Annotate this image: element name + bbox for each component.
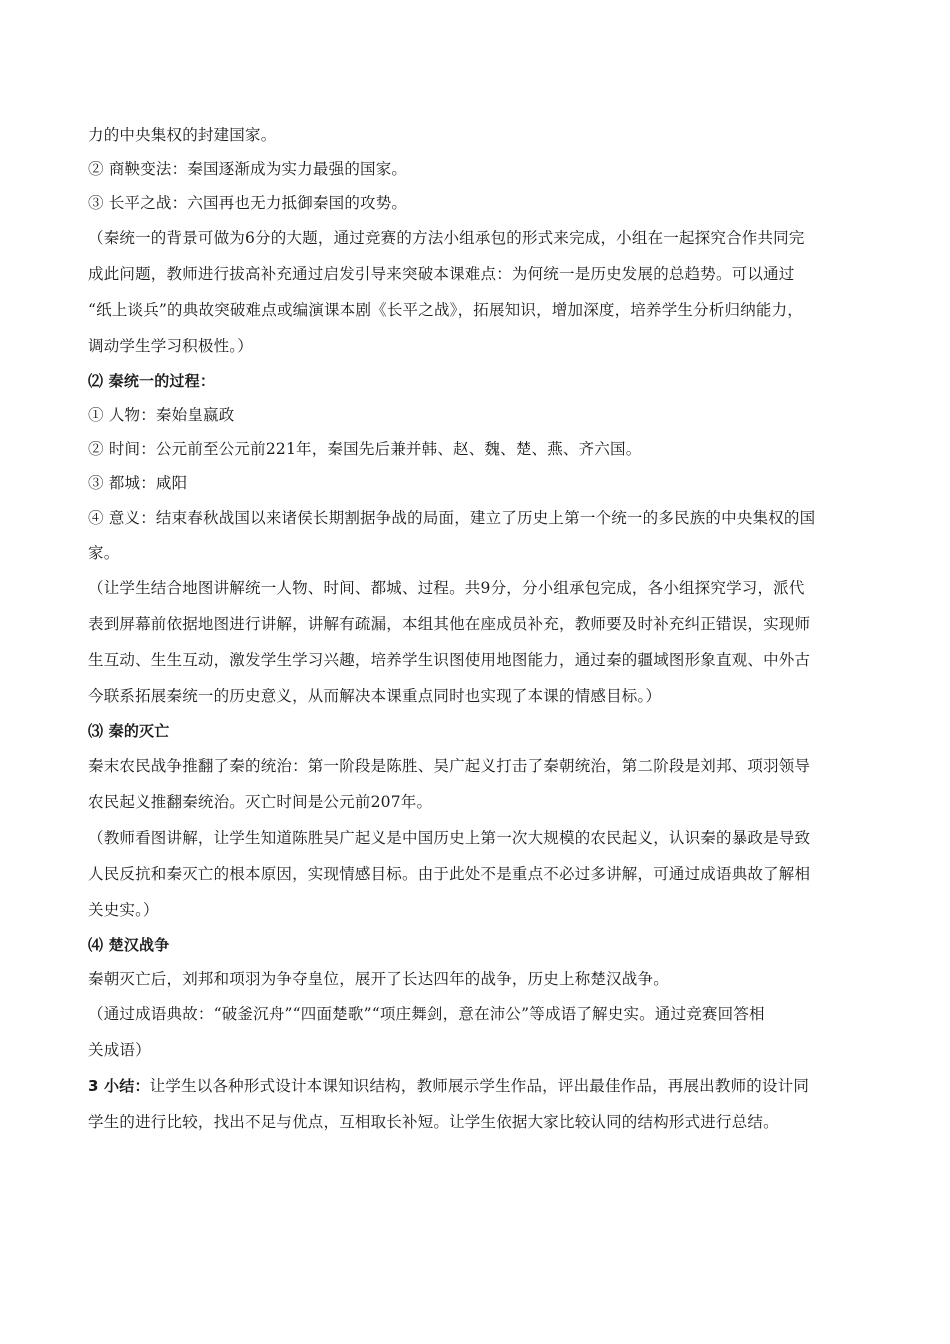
text-line: 秦朝灭亡后，刘邦和项羽为争夺皇位，展开了长达四年的战争，历史上称楚汉战争。 <box>88 970 669 988</box>
text-line: ③ 都城：咸阳 <box>88 474 188 492</box>
summary-heading: 3 小结： <box>88 1077 150 1095</box>
text-line: ③ 长平之战：六国再也无力抵御秦国的攻势。 <box>88 194 408 212</box>
text-line: 调动学生学习积极性。） <box>88 337 253 355</box>
text-line: 生互动、生生互动，激发学生学习兴趣，培养学生识图使用地图能力，通过秦的疆域图形象直观、中外古 <box>88 651 811 669</box>
text-line: 家。 <box>88 544 120 562</box>
text-line: （秦统一的背景可做为6分的大题，通过竞赛的方法小组承包的形式来完成，小组在一起探究合作共同完 <box>88 229 805 247</box>
text-line: 关成语） <box>88 1041 151 1059</box>
text-line: ② 商鞅变法：秦国逐渐成为实力最强的国家。 <box>88 160 408 178</box>
text-line: 关史实。） <box>88 901 159 919</box>
text-line: （通过成语典故：“破釜沉舟”“四面楚歌”“项庄舞剑，意在沛公”等成语了解史实。通过竞赛回答相 <box>88 1005 765 1023</box>
text-line: 成此问题，教师进行拔高补充通过启发引导来突破本课难点：为何统一是历史发展的总趋势。可以通过 <box>88 265 795 283</box>
text-line: 学生的进行比较，找出不足与优点，互相取长补短。让学生依据大家比较认同的结构形式进行总结。 <box>88 1113 779 1131</box>
text-line: ② 时间：公元前至公元前221年，秦国先后兼并韩、赵、魏、楚、燕、齐六国。 <box>88 440 642 458</box>
summary-text: 让学生以各种形式设计本课知识结构，教师展示学生作品，评出最佳作品，再展出教师的设计同 <box>149 1077 810 1095</box>
text-line: （教师看图讲解，让学生知道陈胜吴广起义是中国历史上第一次大规模的农民起义，认识秦的暴政是导致 <box>88 829 811 847</box>
text-line: 力的中央集权的封建国家。 <box>88 126 277 144</box>
section-heading: ⑶ 秦的灭亡 <box>88 722 170 740</box>
section-heading: ⑷ 楚汉战争 <box>88 936 170 954</box>
text-line: 人民反抗和秦灭亡的根本原因，实现情感目标。由于此处不是重点不必过多讲解，可通过成语典故了解相 <box>88 865 811 883</box>
summary-line <box>88 1068 868 1104</box>
text-line: （让学生结合地图讲解统一人物、时间、都城、过程。共9分，分小组承包完成，各小组探究学习，派代 <box>88 579 805 597</box>
text-line: “纸上谈兵”的典故突破难点或编演课本剧《长平之战》，拓展知识，增加深度，培养学生分析归纳能力， <box>88 301 804 319</box>
text-line: 今联系拓展秦统一的历史意义，从而解决本课重点同时也实现了本课的情感目标。） <box>88 687 662 705</box>
text-line: 农民起义推翻秦统治。灭亡时间是公元前207年。 <box>88 793 433 811</box>
text-line: 秦末农民战争推翻了秦的统治：第一阶段是陈胜、吴广起义打击了秦朝统治，第二阶段是刘邦、项羽领导 <box>88 757 811 775</box>
section-heading: ⑵ 秦统一的过程： <box>88 372 216 390</box>
text-line: ① 人物：秦始皇嬴政 <box>88 406 235 424</box>
text-line: ④ 意义：结束春秋战国以来诸侯长期割据争战的局面，建立了历史上第一个统一的多民族的中央集权的国 <box>88 509 816 527</box>
document-body <box>88 118 868 1140</box>
text-line: 表到屏幕前依据地图进行讲解，讲解有疏漏，本组其他在座成员补充，教师要及时补充纠正错误，实现师 <box>88 615 811 633</box>
